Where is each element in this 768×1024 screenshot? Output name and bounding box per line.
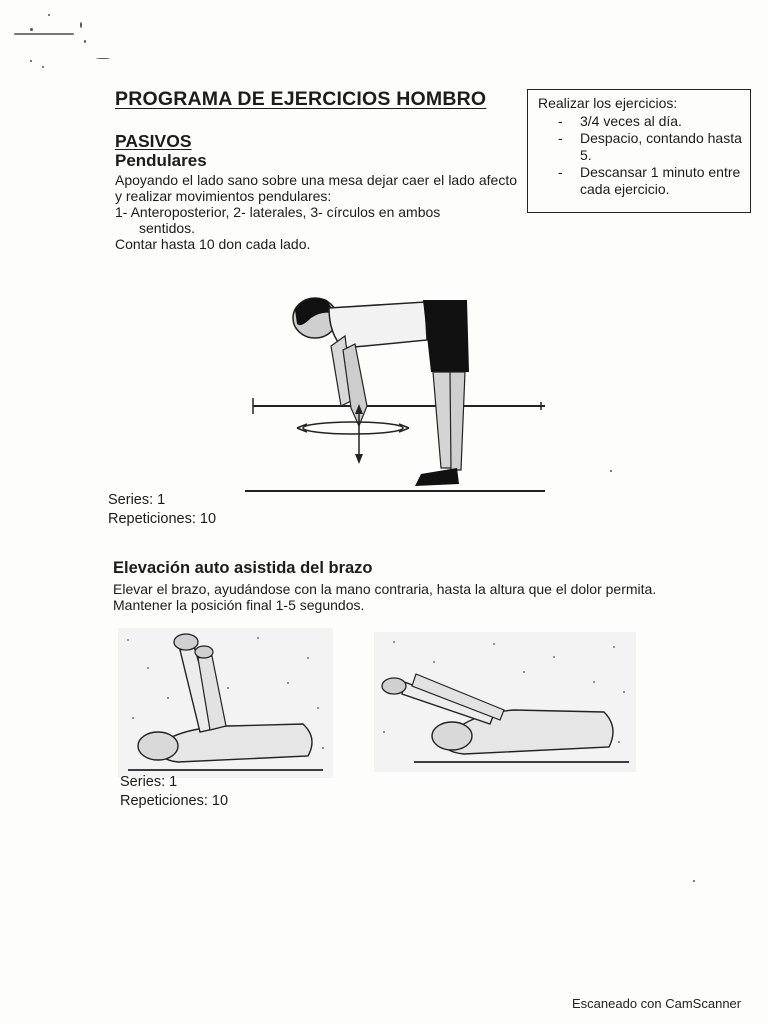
instruction-item: - 3/4 veces al día.: [558, 113, 742, 130]
scanner-watermark: Escaneado con CamScanner: [572, 996, 742, 1011]
description-text: Apoyando el lado sano sobre una mesa dejar caer el lado afecto y realizar movimientos pendulares:: [115, 172, 517, 204]
instructions-list: [538, 113, 742, 198]
series-label-2: Series: 1: [120, 774, 178, 790]
arm-elevation-illustration-1: [118, 628, 333, 778]
arm-elevation-illustration-2: [374, 632, 636, 772]
instruction-item: - Despacio, contando hasta 5.: [558, 130, 742, 164]
steps-text-cont: sentidos.: [139, 220, 196, 236]
instructions-box: [527, 89, 751, 213]
steps-text: 1- Anteroposterior, 2- laterales, 3- círculos en ambos: [115, 204, 441, 220]
reps-label-2: Repeticiones: 10: [120, 793, 229, 809]
count-text: Contar hasta 10 don cada lado.: [115, 236, 311, 252]
series-label: Series: 1: [108, 492, 166, 508]
instruction-item: - Descansar 1 minuto entre cada ejercicio.: [558, 164, 742, 198]
exercise-heading-2: Elevación auto asistida del brazo: [113, 559, 373, 577]
reps-label: Repeticiones: 10: [108, 511, 217, 527]
exercise-description: [115, 172, 517, 252]
category-heading: PASIVOS: [115, 131, 192, 151]
instructions-heading: Realizar los ejercicios:: [538, 95, 678, 111]
pendulum-exercise-illustration: [245, 288, 555, 498]
exercise-heading: Pendulares: [115, 151, 207, 170]
page-title: PROGRAMA DE EJERCICIOS HOMBRO: [115, 88, 487, 110]
exercise-description-2: Elevar el brazo, ayudándose con la mano contraria, hasta la altura que el dolor permita. Mantener la posición final 1-5 segundos.: [113, 581, 657, 613]
